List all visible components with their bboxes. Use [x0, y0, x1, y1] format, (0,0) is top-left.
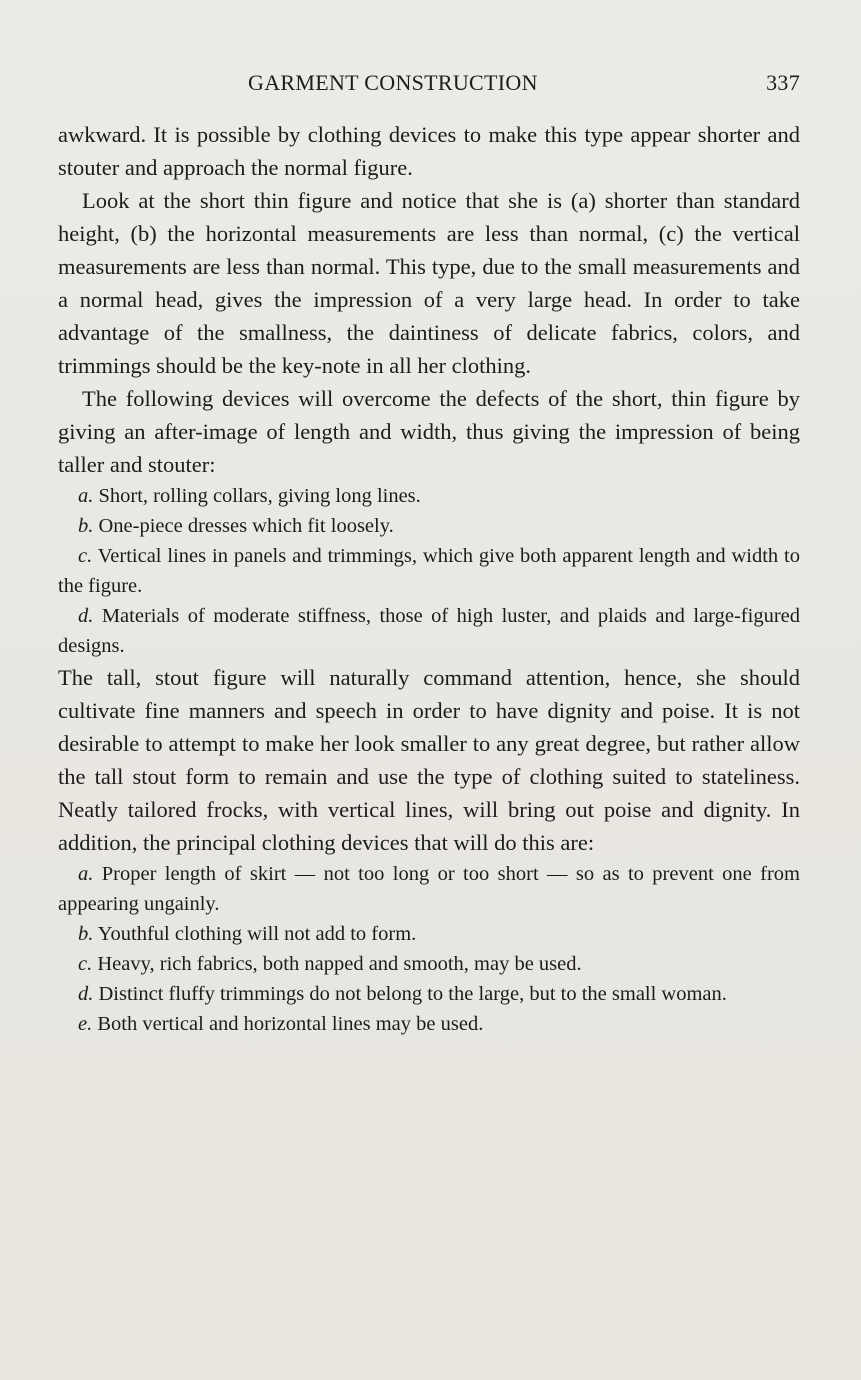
short-thin-devices-list — [58, 481, 800, 661]
list-item: a. Proper length of skirt — not too long or too short — so as to prevent one from appearing ungainly. — [58, 863, 800, 915]
chapter-title: GARMENT CONSTRUCTION — [248, 70, 538, 95]
paragraph-tall-stout-figure: The tall, stout figure will naturally command attention, hence, she should cultivate fine manners and speech in order to have dignity and poise. It is not desirable to attempt to make her look smaller to any great degree, but rather allow the tall stout form to remain and use the type of clothing suited to stateliness. Neatly tailored frocks, with vertical lines, will bring out poise and dignity. In addition, the principal clothing devices that will do this are: — [58, 665, 800, 855]
running-head — [58, 70, 800, 100]
list-item: a. Short, rolling collars, giving long lines. — [78, 485, 421, 507]
paragraph-continued: awkward. It is possible by clothing devices to make this type appear shorter and stouter and approach the normal figure. — [58, 122, 800, 180]
page-number: 337 — [766, 70, 800, 95]
list-item: d. Distinct fluffy trimmings do not belong to the large, but to the small woman. — [78, 983, 727, 1005]
list-item: d. Materials of moderate stiffness, those of high luster, and plaids and large-figured designs. — [58, 605, 800, 657]
list-item: c. Heavy, rich fabrics, both napped and smooth, may be used. — [78, 953, 582, 975]
tall-stout-devices-list — [58, 859, 800, 1039]
list-item: c. Vertical lines in panels and trimmings, which give both apparent length and width to the figure. — [58, 545, 800, 597]
paragraph-short-thin-figure: Look at the short thin figure and notice that she is (a) shorter than standard height, (b) the horizontal measurements are less than normal, (c) the vertical measurements are less than normal. This type, due to the small measurements and a normal head, gives the impression of a very large head. In order to take advantage of the smallness, the daintiness of delicate fabrics, colors, and trimmings should be the key-note in all her clothing. — [58, 188, 800, 378]
list-item: b. Youthful clothing will not add to form. — [78, 923, 417, 945]
body-text — [58, 118, 800, 1039]
paragraph-devices-intro: The following devices will overcome the defects of the short, thin figure by giving an after-image of length and width, thus giving the impression of being taller and stouter: — [58, 386, 800, 477]
list-item: e. Both vertical and horizontal lines may be used. — [78, 1013, 484, 1035]
list-item: b. One-piece dresses which fit loosely. — [78, 515, 394, 537]
